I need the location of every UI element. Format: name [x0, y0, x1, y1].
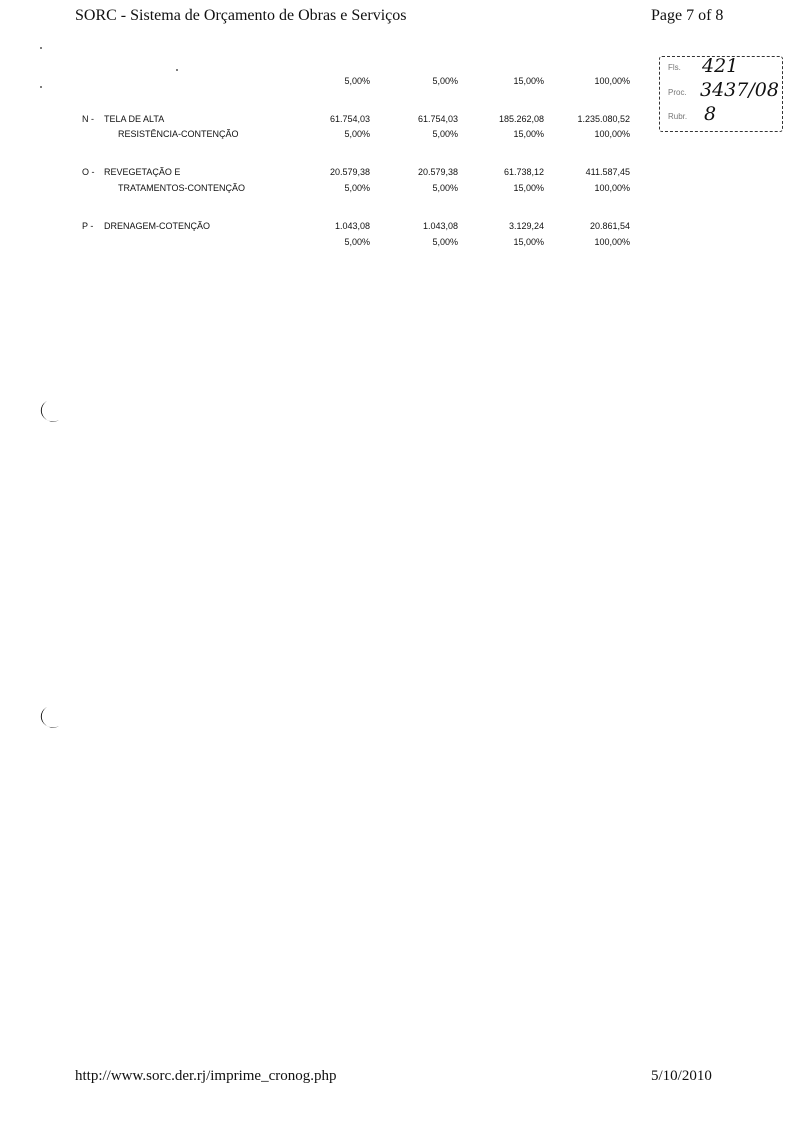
protocol-stamp	[659, 56, 783, 132]
value-cell: 20.861,54	[589, 221, 630, 231]
stamp-field-label: Proc.	[668, 88, 687, 97]
table-row	[0, 236, 800, 248]
percent-cell: 5,00%	[344, 237, 370, 247]
page-number: Page 7 of 8	[651, 7, 724, 24]
value-cell: 1.235.080,52	[577, 114, 630, 124]
percent-cell: 5,00%	[344, 183, 370, 193]
percent-cell: 15,00%	[513, 76, 544, 86]
table-row	[0, 182, 800, 194]
percent-cell: 100,00%	[594, 129, 630, 139]
item-code: O -	[82, 167, 95, 177]
percent-cell: 100,00%	[594, 237, 630, 247]
value-cell: 61.738,12	[503, 167, 544, 177]
stamp-initials: 8	[704, 103, 717, 125]
value-cell: 1.043,08	[422, 221, 458, 231]
percent-cell: 5,00%	[344, 76, 370, 86]
footer-date: 5/10/2010	[651, 1068, 712, 1084]
page-title: SORC - Sistema de Orçamento de Obras e Serviços	[75, 7, 407, 24]
percent-cell: 5,00%	[432, 237, 458, 247]
stamp-process-number: 3437/08	[700, 79, 779, 101]
value-cell: 3.129,24	[508, 221, 544, 231]
percent-cell: 5,00%	[432, 129, 458, 139]
percent-cell: 5,00%	[432, 76, 458, 86]
item-label: TELA DE ALTA	[104, 114, 165, 124]
punch-hole-icon	[35, 399, 61, 425]
value-cell: 411.587,45	[585, 167, 630, 177]
item-label: REVEGETAÇÃO E	[104, 167, 181, 177]
item-code: N -	[82, 114, 94, 124]
stamp-sheet-number: 421	[702, 55, 739, 77]
value-cell: 185.262,08	[498, 114, 544, 124]
stamp-field-label: Rubr.	[668, 112, 688, 121]
value-cell: 61.754,03	[417, 114, 458, 124]
stamp-field-label: Fls.	[668, 63, 681, 72]
item-code: P -	[82, 221, 94, 231]
item-label: TRATAMENTOS-CONTENÇÃO	[118, 183, 246, 193]
item-label: RESISTÊNCIA-CONTENÇÃO	[118, 129, 239, 139]
percent-cell: 100,00%	[594, 76, 630, 86]
punch-hole-icon	[35, 705, 61, 731]
value-cell: 20.579,38	[329, 167, 370, 177]
table-row	[0, 166, 800, 178]
value-cell: 20.579,38	[417, 167, 458, 177]
percent-cell: 5,00%	[432, 183, 458, 193]
value-cell: 61.754,03	[329, 114, 370, 124]
scan-speck	[40, 47, 42, 49]
percent-cell: 15,00%	[513, 237, 544, 247]
value-cell: 1.043,08	[334, 221, 370, 231]
item-label: DRENAGEM-COTENÇÃO	[104, 221, 211, 231]
percent-cell: 15,00%	[513, 183, 544, 193]
scan-speck	[176, 69, 178, 71]
percent-cell: 5,00%	[344, 129, 370, 139]
table-row	[0, 220, 800, 232]
footer-url: http://www.sorc.der.rj/imprime_cronog.php	[75, 1068, 337, 1084]
percent-cell: 15,00%	[513, 129, 544, 139]
percent-cell: 100,00%	[594, 183, 630, 193]
